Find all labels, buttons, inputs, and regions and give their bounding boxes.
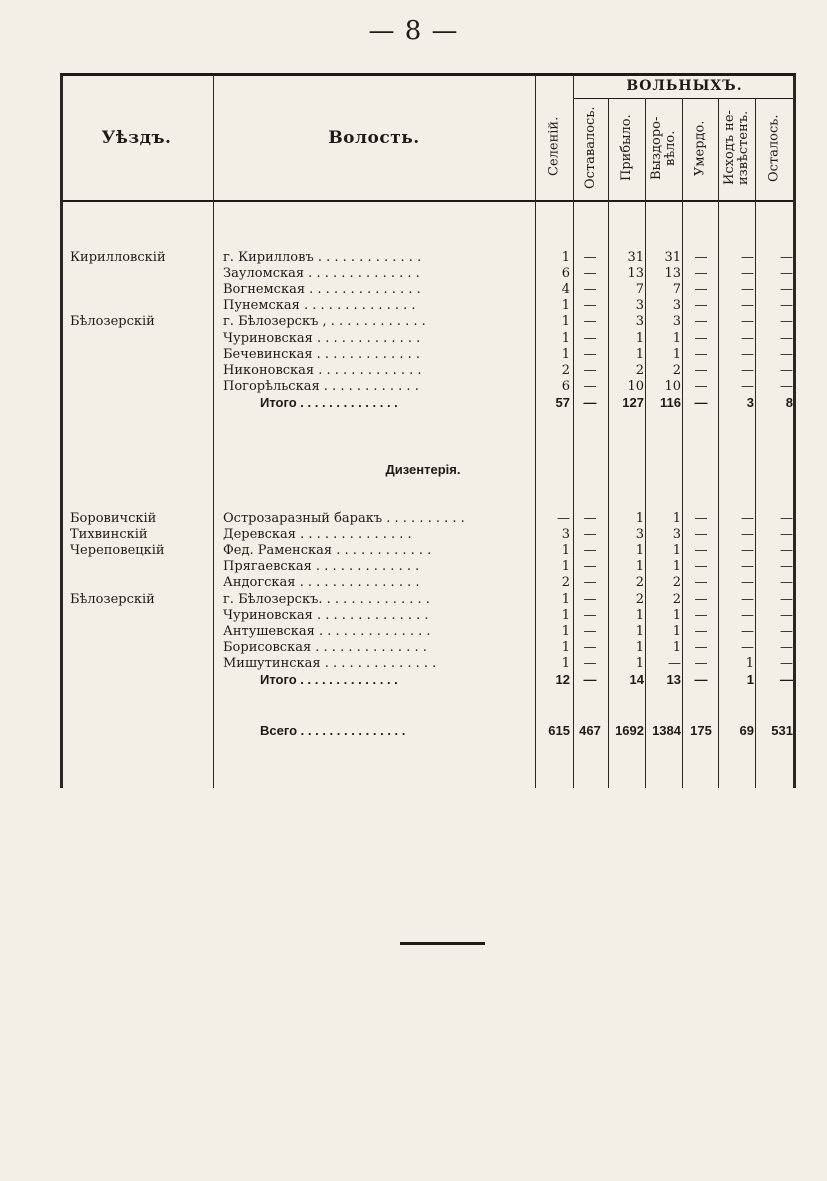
total-label: Итого . . . . . . . . . . . . . . [260,394,398,410]
table-row [60,314,796,330]
value-cell: 1 [561,330,570,346]
table-row [60,624,796,640]
value-cell: 1 [745,655,754,671]
value-cell: — [741,511,754,526]
value-cell: — [741,378,754,394]
value-cell: 1 [561,543,570,559]
header-ostalos: Осталось. [766,114,782,182]
table-row [60,640,796,656]
value-cell: — [780,543,793,559]
volost-cell: Вогнемская . . . . . . . . . . . . . . [223,282,421,298]
value-cell: — [780,266,793,282]
value-cell: 3 [672,527,681,543]
volost-cell: Погорѣльская . . . . . . . . . . . . [223,378,419,394]
value-cell: — [583,346,597,362]
value-cell: 13 [664,266,681,282]
table-row [60,379,796,395]
value-cell: — [694,623,708,639]
value-cell: — [741,314,754,330]
value-cell: — [780,672,793,687]
header-umerlo: Умердо. [692,120,708,176]
table-row [60,608,796,624]
table-row [60,282,796,298]
value-cell: 13 [666,672,681,687]
value-cell: — [583,266,597,282]
header-pribylo: Прибыло. [619,114,634,182]
value-cell: 1 [635,655,644,671]
value-cell: — [583,511,597,526]
table-row [60,266,796,282]
value-cell: 1 [635,623,644,639]
total-label: Итого . . . . . . . . . . . . . . [260,672,398,687]
value-cell: 2 [635,575,644,591]
value-cell: 3 [635,314,644,330]
value-cell: — [694,639,708,655]
value-cell: — [741,250,754,265]
value-cell: 7 [672,282,681,298]
volost-cell: г. Бѣлозерскъ , . . . . . . . . . . . . [223,314,426,330]
volost-cell: Антушевская . . . . . . . . . . . . . . [223,623,431,639]
value-cell: 1 [635,607,644,623]
value-cell: — [694,346,708,362]
volost-cell: Чуриновская . . . . . . . . . . . . . . [223,607,429,623]
value-cell: 1 [672,511,681,526]
value-cell: — [694,672,708,687]
value-cell: — [583,575,597,591]
value-cell: 6 [561,378,570,394]
footer-rule [400,942,485,945]
group-header-rule [573,98,796,99]
value-cell: — [780,591,793,607]
value-cell: — [780,330,793,346]
value-cell: — [583,298,597,314]
value-cell: 10 [627,378,644,394]
value-cell: 57 [555,394,570,410]
value-cell: — [741,282,754,298]
value-cell: 1 [672,607,681,623]
value-cell: 8 [785,394,793,410]
value-cell: — [741,639,754,655]
header-bottom-rule [60,200,796,202]
value-cell: — [583,623,597,639]
volost-cell: Бечевинская . . . . . . . . . . . . . [223,346,420,362]
value-cell: 1 [561,346,570,362]
value-cell: — [694,543,708,559]
value-cell: — [583,527,597,543]
value-cell: — [694,298,708,314]
volost-cell: г. Кирилловъ . . . . . . . . . . . . . [223,250,422,265]
value-cell: — [583,543,597,559]
uezd-cell: Тихвинскій [70,527,148,543]
value-cell: 13 [627,266,644,282]
value-cell: — [583,559,597,575]
header-ostavalos: Оставалось. [583,106,598,190]
section-title-dysentery: Дизентерія. [385,462,461,477]
value-cell: 1 [635,511,644,526]
value-cell: — [583,607,597,623]
table-row [60,527,796,543]
value-cell: — [583,282,597,298]
value-cell: — [694,330,708,346]
value-cell: — [741,543,754,559]
table-row [60,559,796,575]
value-cell: — [583,314,597,330]
value-cell: 2 [561,575,570,591]
value-cell: 1 [561,655,570,671]
value-cell: 3 [635,298,644,314]
value-cell: — [741,266,754,282]
value-cell: 1 [561,591,570,607]
value-cell: — [694,362,708,378]
value-cell: — [557,511,570,526]
value-cell: 14 [629,672,644,687]
value-cell: 1 [672,330,681,346]
value-cell: 1 [561,639,570,655]
value-cell: 4 [561,282,570,298]
value-cell: — [780,655,793,671]
value-cell: 1 [635,639,644,655]
table-row [60,592,796,608]
volost-cell: Мишутинская . . . . . . . . . . . . . . [223,655,437,671]
value-cell: — [780,511,793,526]
table-row [60,511,796,527]
table-row [60,250,796,266]
value-cell: — [780,623,793,639]
value-cell: 2 [561,362,570,378]
uezd-cell: Бѣлозерскій [70,591,155,607]
value-cell: 1692 [615,723,644,738]
value-cell: 1 [635,559,644,575]
value-cell: — [741,330,754,346]
volost-cell: Зауломская . . . . . . . . . . . . . . [223,266,420,282]
value-cell: — [583,250,597,265]
header-seleniy: Селеній. [546,116,562,176]
value-cell: 3 [746,394,754,410]
value-cell: 12 [555,672,570,687]
value-cell: — [583,330,597,346]
value-cell: 1 [672,559,681,575]
total-row [60,395,796,411]
total-row [60,723,796,739]
header-ishod-neizvesten: Исходъ не-извѣстенъ. [722,110,751,186]
header-volost: Волость. [328,128,420,148]
value-cell: 3 [672,298,681,314]
value-cell: 1 [561,623,570,639]
value-cell: — [694,378,708,394]
value-cell: 1 [561,607,570,623]
value-cell: 1 [672,346,681,362]
value-cell: — [694,266,708,282]
table-row [60,575,796,591]
value-cell: 1 [635,330,644,346]
value-cell: 2 [635,362,644,378]
uezd-cell: Бѣлозерскій [70,314,155,330]
volost-cell: Никоновская . . . . . . . . . . . . . [223,362,422,378]
value-cell: — [694,511,708,526]
value-cell: — [780,575,793,591]
value-cell: — [694,575,708,591]
value-cell: — [694,655,708,671]
volost-cell: Прягаевская . . . . . . . . . . . . . [223,559,420,575]
value-cell: — [583,591,597,607]
value-cell: 31 [664,250,681,265]
volost-cell: г. Бѣлозерскъ. . . . . . . . . . . . . . [223,591,430,607]
table-row [60,347,796,363]
value-cell: — [694,527,708,543]
statistics-table [60,70,796,788]
value-cell: 31 [627,250,644,265]
value-cell: 615 [548,723,570,738]
value-cell: 1 [561,250,570,265]
value-cell: 2 [672,362,681,378]
table-top-rule [60,73,796,76]
uezd-cell: Череповецкій [70,543,165,559]
value-cell: — [780,527,793,543]
uezd-cell: Боровичскій [70,511,157,526]
value-cell: — [583,672,597,687]
total-label: Всего . . . . . . . . . . . . . . . [260,723,406,738]
value-cell: — [694,250,708,265]
table-row [60,331,796,347]
value-cell: — [741,346,754,362]
value-cell: 3 [561,527,570,543]
table-row [60,363,796,379]
value-cell: 2 [672,575,681,591]
value-cell: — [583,639,597,655]
table-row [60,656,796,672]
value-cell: — [741,559,754,575]
volost-cell: Андогская . . . . . . . . . . . . . . . [223,575,420,591]
volost-cell: Пунемская . . . . . . . . . . . . . . [223,298,416,314]
value-cell: 10 [664,378,681,394]
value-cell: — [780,607,793,623]
value-cell: — [583,655,597,671]
value-cell: 2 [635,591,644,607]
value-cell: 1 [672,639,681,655]
uezd-cell: Кирилловскій [70,250,166,265]
value-cell: — [741,362,754,378]
value-cell: 175 [690,723,712,738]
value-cell: 2 [672,591,681,607]
value-cell: 1 [561,298,570,314]
value-cell: — [694,394,708,410]
value-cell: 3 [672,314,681,330]
value-cell: — [668,655,681,671]
value-cell: — [694,559,708,575]
value-cell: 1 [746,672,754,687]
value-cell: 7 [635,282,644,298]
value-cell: — [780,250,793,265]
value-cell: — [741,527,754,543]
volost-cell: Борисовская . . . . . . . . . . . . . . [223,639,427,655]
value-cell: — [780,282,793,298]
header-vyzdorovelo: Выздоро-вѣло. [649,116,678,180]
value-cell: — [780,346,793,362]
value-cell: 6 [561,266,570,282]
header-uezd: Уѣздъ. [101,128,172,148]
volost-cell: Чуриновская . . . . . . . . . . . . . [223,330,421,346]
volost-cell: Фед. Раменская . . . . . . . . . . . . [223,543,432,559]
table-row [60,298,796,314]
value-cell: — [741,607,754,623]
value-cell: — [694,607,708,623]
value-cell: 1 [561,314,570,330]
value-cell: — [780,378,793,394]
value-cell: 531 [771,723,793,738]
page-number: — 8 — [368,16,459,46]
value-cell: — [694,314,708,330]
value-cell: — [741,575,754,591]
value-cell: — [780,559,793,575]
value-cell: 3 [635,527,644,543]
value-cell: 1 [635,346,644,362]
value-cell: — [780,362,793,378]
header-group-volnykh: ВОЛЬНЫХЪ. [626,78,743,94]
value-cell: — [583,378,597,394]
value-cell: 127 [622,394,644,410]
table-row [60,543,796,559]
value-cell: 69 [739,723,754,738]
total-row [60,672,796,688]
value-cell: — [780,298,793,314]
value-cell: 116 [660,394,681,410]
value-cell: 1384 [652,723,681,738]
volost-cell: Деревская . . . . . . . . . . . . . . [223,527,412,543]
value-cell: — [780,314,793,330]
value-cell: 1 [561,559,570,575]
value-cell: 1 [672,623,681,639]
value-cell: — [741,298,754,314]
volost-cell: Острозаразный баракъ . . . . . . . . . . [223,511,465,526]
value-cell: — [780,639,793,655]
value-cell: — [583,394,597,410]
value-cell: 467 [579,723,601,738]
value-cell: — [741,623,754,639]
value-cell: — [741,591,754,607]
value-cell: — [583,362,597,378]
value-cell: 1 [635,543,644,559]
value-cell: — [694,282,708,298]
value-cell: — [694,591,708,607]
value-cell: 1 [672,543,681,559]
